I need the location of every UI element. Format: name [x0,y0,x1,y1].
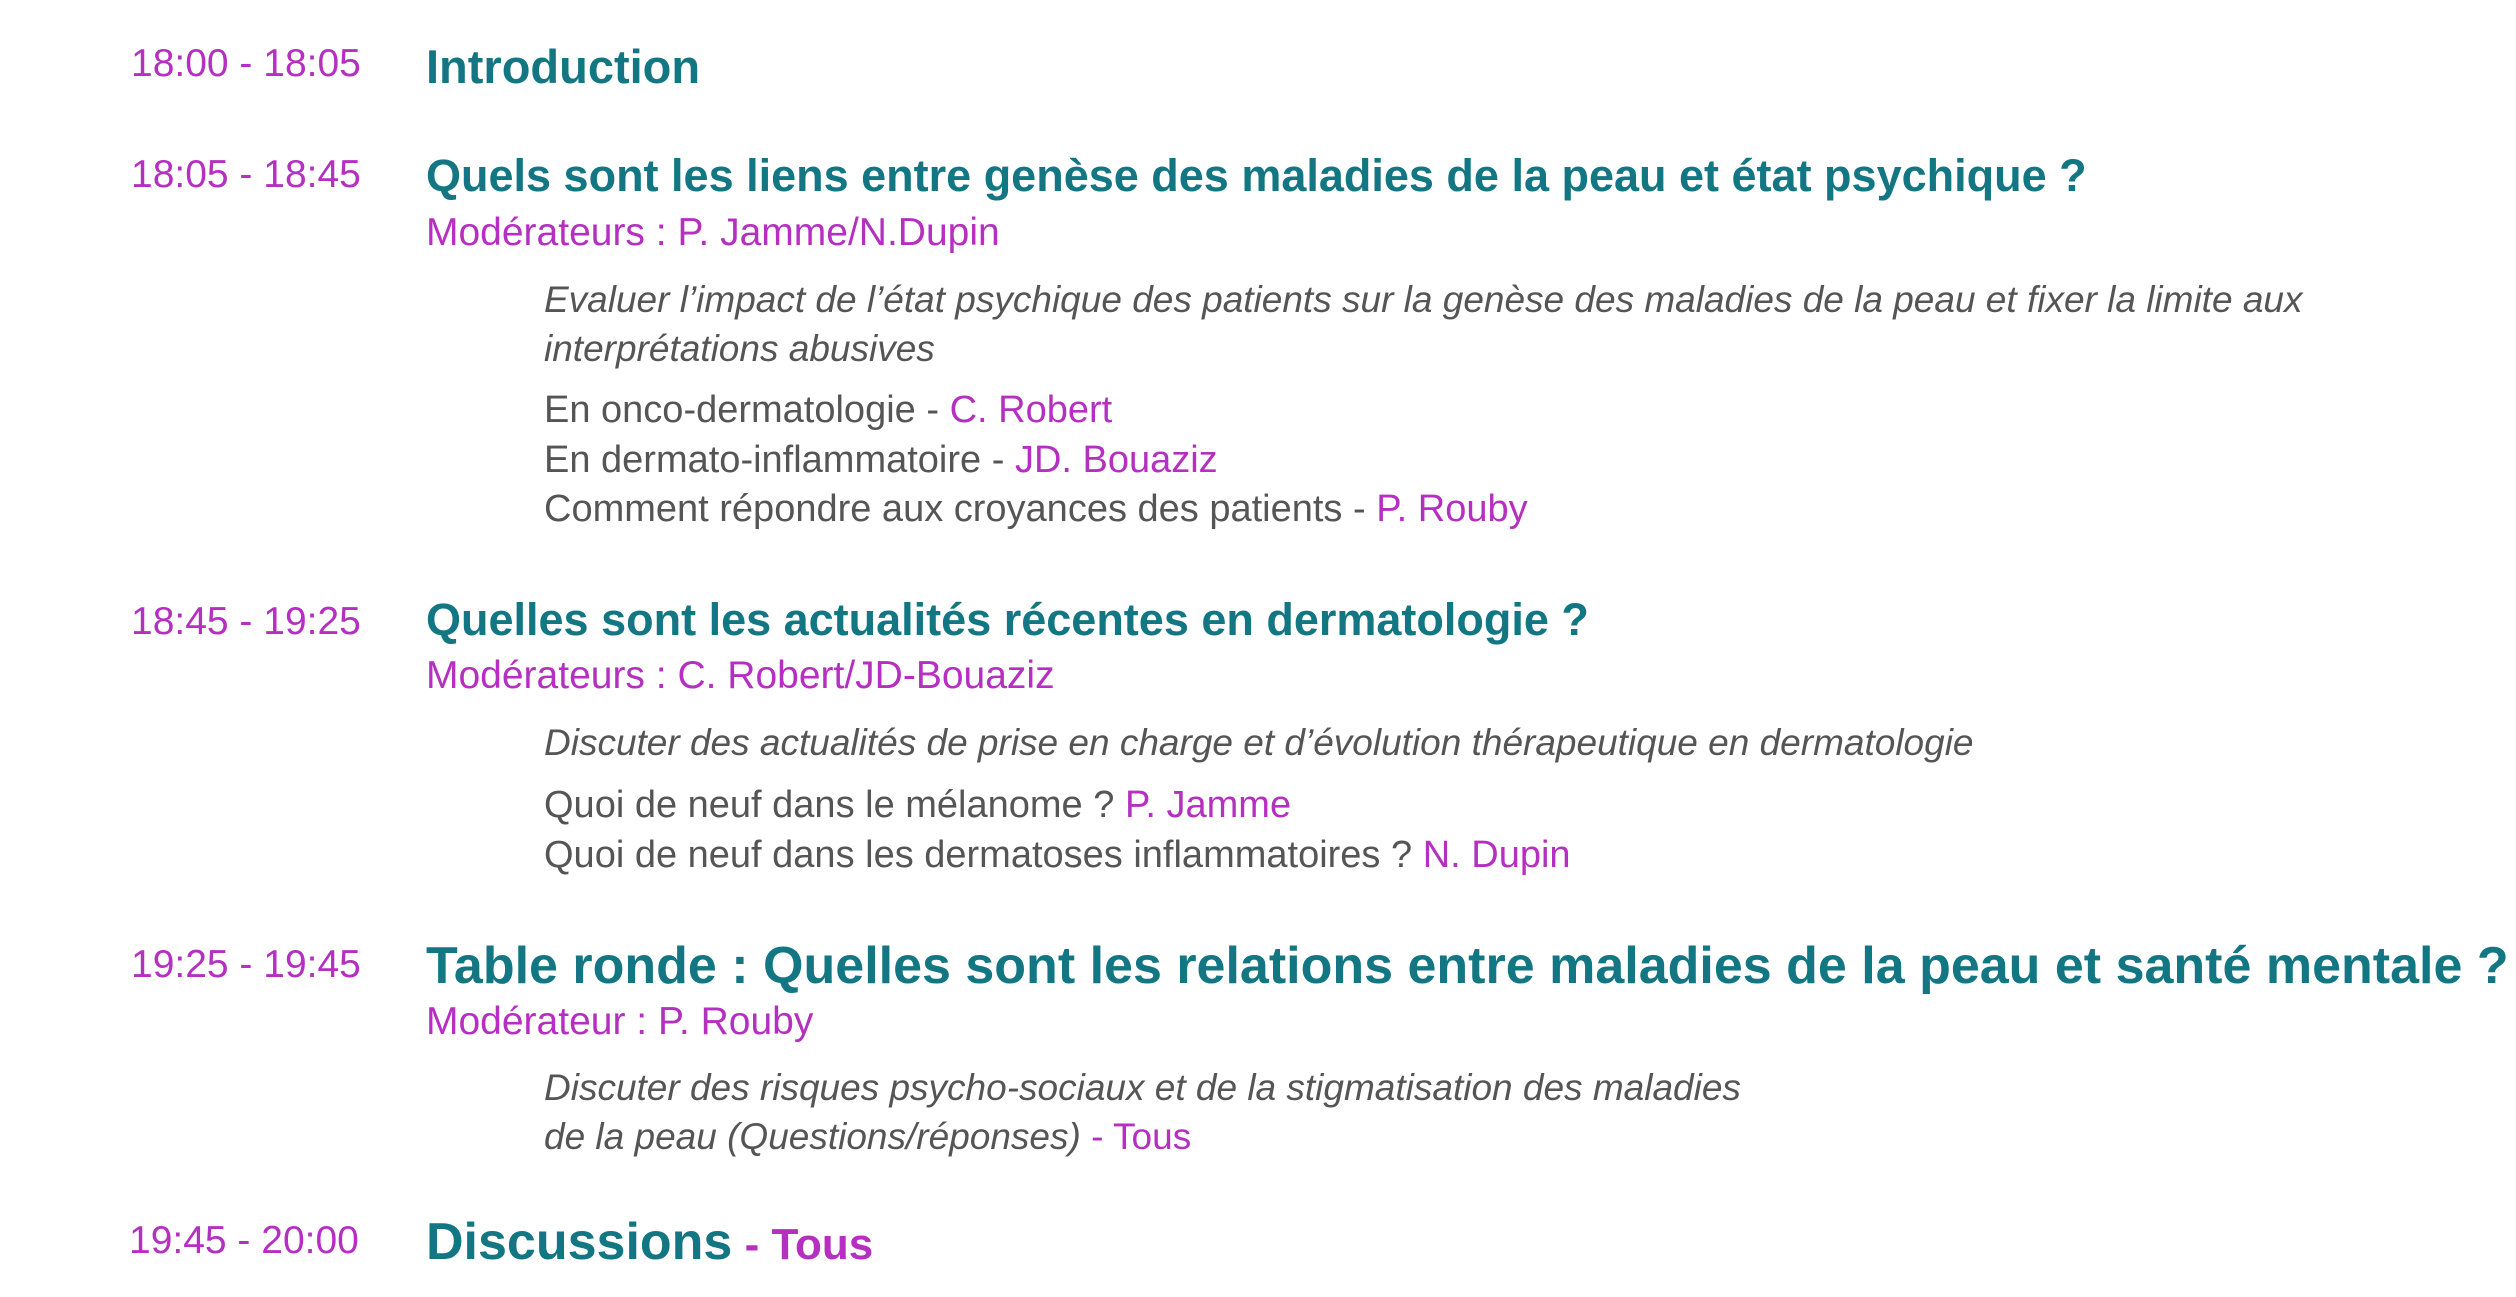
talk-speaker: C. Robert [949,389,1113,431]
session-description [544,1112,1191,1161]
session-description: Discuter des risques psycho-sociaux et de la stigmatisation des maladies [544,1067,1741,1108]
moderators: Modérateurs : C. Robert/JD-Bouaziz [426,654,1055,697]
talk-topic: Comment répondre aux croyances des patients - [544,488,1377,530]
moderators: Modérateur : P. Rouby [426,1000,814,1043]
session-title: Introduction [426,40,701,93]
description-speaker: - Tous [1080,1116,1192,1157]
session-time: 18:05 - 18:45 [131,153,361,196]
talk-topic: Quoi de neuf dans les dermatoses inflammatoires ? [544,834,1423,876]
session-speaker: - Tous [732,1220,874,1269]
talk-speaker: P. Rouby [1376,488,1528,530]
session-description: Evaluer l’impact de l’état psychique des patients sur la genèse des maladies de la peau et fixer la limite aux [544,279,2303,320]
talk-item [544,389,1112,432]
talk-item [544,784,1291,827]
session-title: Quels sont les liens entre genèse des maladies de la peau et état psychique ? [426,150,2087,201]
moderators: Modérateurs : P. Jamme/N.Dupin [426,211,1000,254]
session-time: 18:00 - 18:05 [131,42,361,85]
session-time: 18:45 - 19:25 [131,600,361,643]
talk-topic: En dermato-inflammatoire - [544,439,1015,481]
talk-topic: Quoi de neuf dans le mélanome ? [544,784,1125,826]
talk-speaker: N. Dupin [1422,834,1571,876]
session-time: 19:45 - 20:00 [129,1219,359,1262]
talk-topic: En onco-dermatologie - [544,389,950,431]
session-title: Discussions [426,1213,733,1271]
session-title-row [426,1212,873,1272]
session-time: 19:25 - 19:45 [131,943,361,986]
talk-item [544,439,1218,482]
talk-speaker: JD. Bouaziz [1014,439,1218,481]
session-title: Quelles sont les actualités récentes en dermatologie ? [426,594,1589,645]
talk-item [544,488,1528,531]
session-description: Discuter des actualités de prise en charge et d’évolution thérapeutique en dermatologie [544,722,1974,763]
talk-item [544,834,1571,877]
talk-speaker: P. Jamme [1124,784,1292,826]
session-description: interprétations abusives [544,328,935,369]
description-text: de la peau (Questions/réponses) [544,1116,1081,1157]
session-title: Table ronde : Quelles sont les relations entre maladies de la peau et santé mentale ? [426,937,2509,995]
